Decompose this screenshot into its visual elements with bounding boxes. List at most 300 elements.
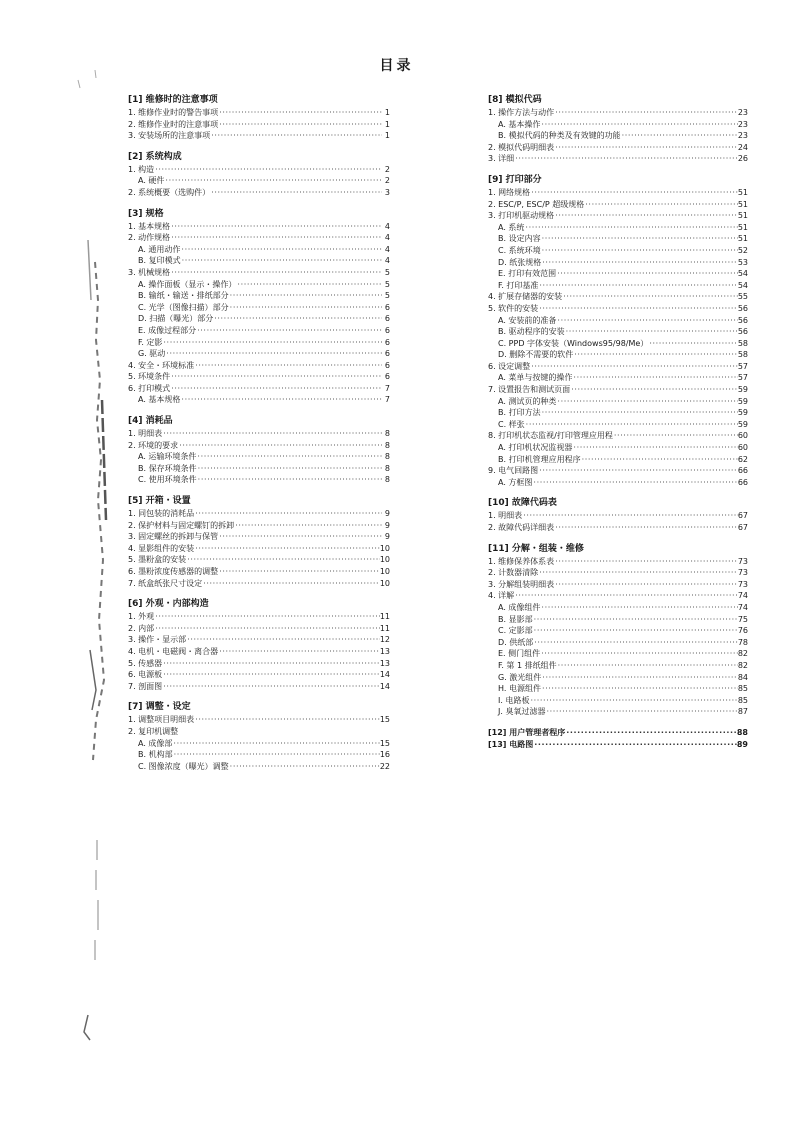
toc-entry[interactable] bbox=[488, 245, 748, 257]
dot-leader bbox=[180, 244, 382, 256]
toc-page-number: 55 bbox=[737, 292, 748, 302]
toc-page-number: 76 bbox=[737, 626, 748, 636]
toc-page-number: 67 bbox=[737, 511, 748, 521]
dot-leader bbox=[162, 658, 380, 670]
toc-entry[interactable] bbox=[488, 727, 748, 739]
toc-entry-label: 7. 剖面图 bbox=[128, 681, 163, 691]
toc-page-number: 5 bbox=[384, 291, 390, 301]
toc-page-number: 6 bbox=[384, 360, 390, 370]
toc-entry[interactable] bbox=[488, 522, 748, 534]
toc-entry[interactable] bbox=[488, 706, 748, 718]
toc-page-number: 14 bbox=[379, 681, 390, 691]
toc-entry[interactable] bbox=[488, 349, 748, 361]
dot-leader bbox=[213, 313, 382, 325]
toc-entry-label: A. 安装前的准备 bbox=[498, 315, 557, 325]
toc-page-number: 59 bbox=[737, 396, 748, 406]
toc-entry[interactable] bbox=[488, 372, 748, 384]
toc-entry[interactable] bbox=[128, 761, 390, 773]
toc-entry-label: 8. 打印机状态监视/打印管理应用程 bbox=[488, 431, 613, 441]
dot-leader bbox=[180, 394, 382, 406]
dot-leader bbox=[164, 175, 382, 187]
toc-page-number: 2 bbox=[384, 164, 390, 174]
toc-entry[interactable] bbox=[128, 383, 390, 395]
toc-entry-label: [13] 电路图 bbox=[488, 739, 534, 749]
toc-entry[interactable] bbox=[488, 257, 748, 269]
toc-entry[interactable] bbox=[128, 738, 390, 750]
toc-entry-label: 4. 显影组件的安装 bbox=[128, 543, 195, 553]
toc-page-number: 10 bbox=[379, 578, 390, 588]
dot-leader bbox=[530, 361, 738, 373]
dot-leader bbox=[533, 637, 738, 649]
toc-page-number: 51 bbox=[737, 211, 748, 221]
toc-entry[interactable] bbox=[128, 175, 390, 187]
toc-page-number: 23 bbox=[737, 108, 748, 117]
toc-entry-label: 1. 维修作业时的警告事项 bbox=[128, 108, 219, 117]
toc-entry[interactable] bbox=[128, 520, 390, 532]
toc-entry[interactable] bbox=[488, 326, 748, 338]
toc-page-number: 10 bbox=[379, 567, 390, 576]
toc-page-number: 85 bbox=[737, 695, 748, 705]
toc-entry[interactable] bbox=[488, 233, 748, 245]
toc-entry[interactable] bbox=[128, 669, 390, 681]
toc-entry-label: 2. 环境的要求 bbox=[128, 440, 179, 450]
toc-page-number: 56 bbox=[737, 327, 748, 337]
dot-leader bbox=[210, 187, 382, 199]
toc-page-number: 59 bbox=[737, 408, 748, 418]
toc-page-number: 73 bbox=[737, 579, 748, 589]
dot-leader bbox=[522, 510, 738, 522]
toc-entry-label: 1. 明细表 bbox=[488, 511, 523, 521]
toc-entry-label: F. 第 1 排纸组件 bbox=[498, 660, 557, 670]
toc-entry[interactable] bbox=[128, 130, 390, 142]
toc-entry-label: 2. 复印机调整 bbox=[128, 726, 179, 736]
toc-entry[interactable] bbox=[488, 590, 748, 602]
dot-leader bbox=[556, 268, 738, 280]
toc-entry[interactable] bbox=[128, 187, 390, 199]
dot-leader bbox=[170, 221, 382, 233]
toc-page-number: 57 bbox=[737, 373, 748, 383]
toc-entry[interactable] bbox=[128, 107, 390, 119]
toc-entry-label: 4. 详解 bbox=[488, 591, 515, 601]
toc-entry[interactable] bbox=[128, 267, 390, 279]
toc-entry[interactable] bbox=[488, 187, 748, 199]
toc-entry[interactable] bbox=[128, 726, 390, 738]
toc-entry[interactable] bbox=[488, 361, 748, 373]
dot-leader bbox=[554, 556, 738, 568]
toc-entry-label: 2. 内部 bbox=[128, 623, 155, 633]
dot-leader bbox=[197, 463, 382, 475]
toc-entry-label: J. 臭氧过滤器 bbox=[498, 707, 546, 717]
toc-entry-label: B. 机构部 bbox=[138, 750, 173, 760]
toc-entry[interactable] bbox=[128, 360, 390, 372]
toc-entry-label: B. 打印机管理应用程序 bbox=[498, 454, 581, 464]
toc-entry-label: F. 打印基准 bbox=[498, 280, 539, 290]
toc-section-title: [9] 打印部分 bbox=[488, 174, 542, 185]
dot-leader bbox=[529, 695, 737, 707]
toc-entry[interactable] bbox=[488, 602, 748, 614]
toc-entry[interactable] bbox=[128, 611, 390, 623]
section-gap bbox=[488, 534, 748, 543]
toc-page-number: 5 bbox=[384, 267, 390, 277]
page-title: 目录 bbox=[379, 58, 414, 74]
toc-entry-label: 1. 构造 bbox=[128, 164, 155, 174]
dot-leader bbox=[556, 396, 737, 408]
toc-entry[interactable] bbox=[488, 442, 748, 454]
toc-entry-label: 3. 详细 bbox=[488, 154, 515, 164]
dot-leader bbox=[234, 520, 382, 532]
toc-entry[interactable] bbox=[128, 348, 390, 360]
toc-entry[interactable] bbox=[488, 614, 748, 626]
section-gap bbox=[128, 486, 390, 495]
toc-page-number: 6 bbox=[384, 325, 390, 335]
toc-entry-label: C. 图像浓度（曝光）调整 bbox=[138, 761, 229, 771]
toc-entry-label: 6. 设定调整 bbox=[488, 361, 531, 371]
section-gap bbox=[488, 165, 748, 174]
dot-leader bbox=[196, 325, 382, 337]
toc-entry[interactable] bbox=[128, 508, 390, 520]
toc-page-number: 51 bbox=[737, 234, 748, 244]
dot-leader bbox=[554, 142, 738, 154]
dot-leader bbox=[210, 130, 382, 142]
toc-entry-label: A. 成像部 bbox=[138, 738, 173, 748]
section-gap bbox=[128, 142, 390, 151]
toc-entry[interactable] bbox=[128, 578, 390, 590]
toc-entry[interactable] bbox=[488, 567, 748, 579]
toc-entry-label: 2. 故障代码详细表 bbox=[488, 523, 555, 532]
toc-page-number: 82 bbox=[737, 649, 748, 659]
toc-entry[interactable] bbox=[488, 556, 748, 568]
dot-leader bbox=[154, 164, 382, 176]
toc-entry-label: A. 方框图 bbox=[498, 477, 533, 487]
toc-page-number: 15 bbox=[379, 715, 390, 725]
toc-entry[interactable] bbox=[128, 658, 390, 670]
dot-leader bbox=[154, 623, 380, 635]
dot-leader bbox=[194, 714, 380, 726]
toc-entry[interactable] bbox=[128, 371, 390, 383]
dot-leader bbox=[229, 761, 380, 773]
dot-leader bbox=[533, 625, 738, 637]
toc-entry-label: 2. 模拟代码明细表 bbox=[488, 142, 555, 152]
toc-page-number: 67 bbox=[737, 523, 748, 532]
toc-page-number: 62 bbox=[737, 454, 748, 464]
section-gap bbox=[128, 406, 390, 415]
dot-leader bbox=[530, 187, 738, 199]
toc-entry-label: A. 系统 bbox=[498, 222, 525, 232]
dot-leader bbox=[170, 383, 382, 395]
dot-leader bbox=[162, 669, 380, 681]
toc-entry-label: 6. 打印模式 bbox=[128, 383, 171, 393]
toc-entry[interactable] bbox=[488, 477, 748, 489]
toc-entry[interactable] bbox=[488, 579, 748, 591]
toc-entry-label: 2. 系统概要（选购件） bbox=[128, 187, 211, 197]
toc-entry[interactable] bbox=[128, 232, 390, 244]
dot-leader bbox=[570, 384, 738, 396]
toc-right-column bbox=[488, 94, 748, 750]
toc-entry-label: B. 显影部 bbox=[498, 614, 533, 624]
toc-page-number: 74 bbox=[737, 591, 748, 601]
dot-leader bbox=[541, 245, 738, 257]
dot-leader bbox=[572, 442, 737, 454]
toc-entry[interactable] bbox=[488, 119, 748, 131]
toc-entry[interactable] bbox=[128, 554, 390, 566]
dot-leader bbox=[194, 360, 382, 372]
toc-entry[interactable] bbox=[488, 407, 748, 419]
dot-leader bbox=[194, 508, 382, 520]
toc-entry-label: 4. 安全・环境标准 bbox=[128, 360, 195, 370]
toc-page-number: 8 bbox=[384, 452, 390, 462]
toc-entry[interactable] bbox=[488, 303, 748, 315]
toc-entry-label: A. 测试页的种类 bbox=[498, 396, 557, 406]
toc-entry[interactable] bbox=[488, 695, 748, 707]
dot-leader bbox=[648, 338, 738, 350]
toc-entry-label: B. 驱动程序的安装 bbox=[498, 327, 565, 337]
toc-entry[interactable] bbox=[128, 749, 390, 761]
toc-entry-label: A. 打印机状况监视器 bbox=[498, 443, 573, 453]
scan-margin bbox=[0, 0, 110, 1122]
toc-page-number: 4 bbox=[384, 233, 390, 243]
toc-entry[interactable] bbox=[488, 199, 748, 211]
dot-leader bbox=[562, 291, 738, 303]
dot-leader bbox=[194, 543, 380, 555]
toc-entry[interactable] bbox=[488, 430, 748, 442]
toc-entry[interactable] bbox=[128, 474, 390, 486]
toc-entry[interactable] bbox=[488, 637, 748, 649]
toc-entry-label: A. 菜单与按键的操作 bbox=[498, 373, 573, 383]
toc-entry[interactable] bbox=[488, 419, 748, 431]
toc-page-number: 75 bbox=[737, 614, 748, 624]
toc-entry[interactable] bbox=[488, 625, 748, 637]
toc-entry-label: D. 删除不需要的软件 bbox=[498, 350, 574, 360]
toc-entry-label: A. 基本规格 bbox=[138, 395, 181, 405]
toc-entry[interactable] bbox=[488, 142, 748, 154]
dot-leader bbox=[514, 590, 738, 602]
toc-page-number: 78 bbox=[737, 637, 748, 647]
toc-entry[interactable] bbox=[128, 463, 390, 475]
toc-entry-label: 1. 外观 bbox=[128, 612, 155, 622]
toc-entry-label: H. 电源组件 bbox=[498, 684, 541, 694]
section-gap bbox=[128, 589, 390, 598]
toc-section-title: [1] 维修时的注意事项 bbox=[128, 95, 218, 105]
toc-left-column bbox=[128, 94, 390, 772]
toc-entry-label: D. 纸张规格 bbox=[498, 257, 542, 267]
toc-entry[interactable] bbox=[128, 646, 390, 658]
toc-entry[interactable] bbox=[128, 714, 390, 726]
dot-leader bbox=[229, 302, 382, 314]
toc-page-number: 53 bbox=[737, 257, 748, 267]
toc-section-title: [2] 系统构成 bbox=[128, 151, 182, 162]
toc-entry[interactable] bbox=[128, 451, 390, 463]
toc-entry-label: C. PPD 字体安装（Windows95/98/Me） bbox=[498, 338, 649, 348]
toc-entry-label: 7. 设置报告和测试页面 bbox=[488, 385, 571, 395]
toc-entry[interactable] bbox=[128, 119, 390, 131]
toc-entry[interactable] bbox=[128, 244, 390, 256]
toc-entry[interactable] bbox=[128, 634, 390, 646]
toc-entry-label: 2. 动作规格 bbox=[128, 233, 171, 243]
dot-leader bbox=[540, 602, 737, 614]
toc-entry[interactable] bbox=[128, 337, 390, 349]
toc-entry[interactable] bbox=[488, 153, 748, 165]
toc-entry[interactable] bbox=[488, 210, 748, 222]
toc-entry[interactable] bbox=[128, 302, 390, 314]
toc-entry[interactable] bbox=[488, 510, 748, 522]
toc-entry-label: 3. 分解组装明细表 bbox=[488, 579, 555, 589]
dot-leader bbox=[178, 440, 382, 452]
dot-leader bbox=[541, 672, 738, 684]
toc-page-number: 9 bbox=[384, 520, 390, 530]
toc-page-number: 60 bbox=[737, 443, 748, 453]
toc-entry[interactable] bbox=[488, 683, 748, 695]
toc-entry-label: E. 成像过程部分 bbox=[138, 325, 197, 335]
toc-entry-label: G. 激光组件 bbox=[498, 672, 542, 682]
toc-entry[interactable] bbox=[128, 325, 390, 337]
dot-leader bbox=[186, 554, 380, 566]
dot-leader bbox=[165, 348, 382, 360]
dot-leader bbox=[541, 683, 738, 695]
toc-page-number: 7 bbox=[384, 395, 390, 405]
toc-entry-label: C. 光学（图像扫描）部分 bbox=[138, 302, 229, 312]
dot-leader bbox=[181, 255, 382, 267]
toc-entry[interactable] bbox=[128, 440, 390, 452]
toc-entry[interactable] bbox=[128, 681, 390, 693]
toc-entry[interactable] bbox=[128, 313, 390, 325]
dot-leader bbox=[554, 579, 738, 591]
dot-leader bbox=[186, 634, 380, 646]
toc-page-number: 59 bbox=[737, 419, 748, 429]
toc-entry-label: C. 定影部 bbox=[498, 626, 533, 636]
toc-entry[interactable] bbox=[128, 394, 390, 406]
dot-leader bbox=[170, 267, 382, 279]
toc-page-number: 8 bbox=[384, 463, 390, 473]
toc-entry-label: A. 基本操作 bbox=[498, 119, 541, 129]
toc-entry-label: 2. 维修作业时的注意事项 bbox=[128, 119, 219, 129]
toc-section-title: [4] 消耗品 bbox=[128, 416, 173, 427]
toc-entry[interactable] bbox=[488, 222, 748, 234]
toc-section-title: [7] 调整・设定 bbox=[128, 702, 191, 713]
toc-entry[interactable] bbox=[488, 107, 748, 119]
toc-entry-label: C. 系统环境 bbox=[498, 245, 541, 255]
toc-page-number: 14 bbox=[379, 670, 390, 680]
toc-section-title: [8] 模拟代码 bbox=[488, 95, 542, 105]
toc-page-number: 13 bbox=[379, 658, 390, 668]
toc-entry[interactable] bbox=[488, 280, 748, 292]
toc-entry-label: A. 成像组件 bbox=[498, 602, 541, 612]
toc-entry-label: E. 打印有效范围 bbox=[498, 269, 557, 279]
toc-entry[interactable] bbox=[128, 164, 390, 176]
toc-entry-label: F. 定影 bbox=[138, 337, 163, 347]
dot-leader bbox=[218, 646, 380, 658]
toc-entry-label: E. 侧门组件 bbox=[498, 649, 541, 659]
dot-leader bbox=[538, 465, 738, 477]
toc-entry-label: 1. 网络规格 bbox=[488, 187, 531, 197]
toc-entry[interactable] bbox=[128, 255, 390, 267]
toc-entry[interactable] bbox=[488, 454, 748, 466]
toc-entry[interactable] bbox=[488, 648, 748, 660]
scan-artifacts bbox=[0, 0, 110, 1122]
toc-page-number: 12 bbox=[379, 635, 390, 645]
section-gap bbox=[128, 692, 390, 701]
toc-entry[interactable] bbox=[488, 315, 748, 327]
toc-page-number: 54 bbox=[737, 280, 748, 290]
toc-page-number: 57 bbox=[737, 361, 748, 371]
toc-page-number: 6 bbox=[384, 349, 390, 359]
toc-entry[interactable] bbox=[128, 531, 390, 543]
toc-page-number: 9 bbox=[384, 532, 390, 542]
toc-page-number: 6 bbox=[384, 337, 390, 347]
toc-entry[interactable] bbox=[128, 543, 390, 555]
toc-entry[interactable] bbox=[128, 566, 390, 578]
dot-leader bbox=[557, 660, 738, 672]
dot-leader bbox=[172, 738, 379, 750]
toc-entry[interactable] bbox=[488, 384, 748, 396]
toc-entry-label: 2. ESC/P, ESC/P 超级规格 bbox=[488, 199, 585, 209]
toc-entry[interactable] bbox=[128, 428, 390, 440]
dot-leader bbox=[538, 567, 738, 579]
toc-entry-label: C. 使用环境条件 bbox=[138, 475, 197, 485]
toc-page-number: 73 bbox=[737, 556, 748, 566]
toc-page-number: 23 bbox=[737, 119, 748, 129]
toc-entry-label: B. 复印模式 bbox=[138, 256, 181, 266]
toc-entry[interactable] bbox=[488, 291, 748, 303]
toc-page-number: 8 bbox=[384, 475, 390, 485]
toc-entry[interactable] bbox=[488, 672, 748, 684]
dot-leader bbox=[202, 578, 380, 590]
toc-entry[interactable] bbox=[128, 290, 390, 302]
toc-page-number: 88 bbox=[736, 727, 748, 737]
toc-entry[interactable] bbox=[488, 739, 748, 751]
toc-page-number: 8 bbox=[384, 429, 390, 439]
section-gap bbox=[128, 199, 390, 208]
toc-entry[interactable] bbox=[128, 279, 390, 291]
toc-page-number: 89 bbox=[736, 739, 748, 749]
toc-entry-label: G. 驱动 bbox=[138, 349, 166, 359]
toc-entry[interactable] bbox=[488, 660, 748, 672]
toc-page-number: 66 bbox=[737, 477, 748, 487]
toc-entry[interactable] bbox=[488, 130, 748, 142]
toc-page-number: 1 bbox=[384, 119, 390, 129]
dot-leader bbox=[236, 279, 382, 291]
toc-entry-label: 3. 安装场所的注意事项 bbox=[128, 131, 211, 141]
toc-page-number: 73 bbox=[737, 568, 748, 578]
toc-page-number: 6 bbox=[384, 314, 390, 324]
dot-leader bbox=[621, 130, 738, 142]
toc-page-number: 6 bbox=[384, 302, 390, 312]
toc-entry-label: 4. 电机・电磁阀・离合器 bbox=[128, 646, 219, 656]
dot-leader bbox=[584, 199, 738, 211]
dot-leader bbox=[545, 706, 737, 718]
toc-page-number: 13 bbox=[379, 646, 390, 656]
toc-page-number: 23 bbox=[737, 131, 748, 141]
toc-page-number: 6 bbox=[384, 372, 390, 382]
dot-leader bbox=[572, 372, 737, 384]
toc-section-title: [6] 外观・内部构造 bbox=[128, 599, 209, 610]
toc-entry[interactable] bbox=[488, 338, 748, 350]
dot-leader bbox=[581, 454, 738, 466]
toc-entry[interactable] bbox=[128, 623, 390, 635]
toc-page-number: 82 bbox=[737, 660, 748, 670]
toc-page-number: 11 bbox=[379, 623, 390, 633]
dot-leader bbox=[613, 430, 738, 442]
toc-page-number: 60 bbox=[737, 431, 748, 441]
toc-page-number: 9 bbox=[384, 509, 390, 519]
toc-entry-label: 3. 机械规格 bbox=[128, 267, 171, 277]
dot-leader bbox=[514, 153, 738, 165]
toc-entry[interactable] bbox=[488, 268, 748, 280]
toc-entry[interactable] bbox=[488, 465, 748, 477]
toc-page-number: 52 bbox=[737, 245, 748, 255]
toc-entry[interactable] bbox=[488, 396, 748, 408]
toc-entry[interactable] bbox=[128, 221, 390, 233]
toc-page-number: 4 bbox=[384, 256, 390, 266]
